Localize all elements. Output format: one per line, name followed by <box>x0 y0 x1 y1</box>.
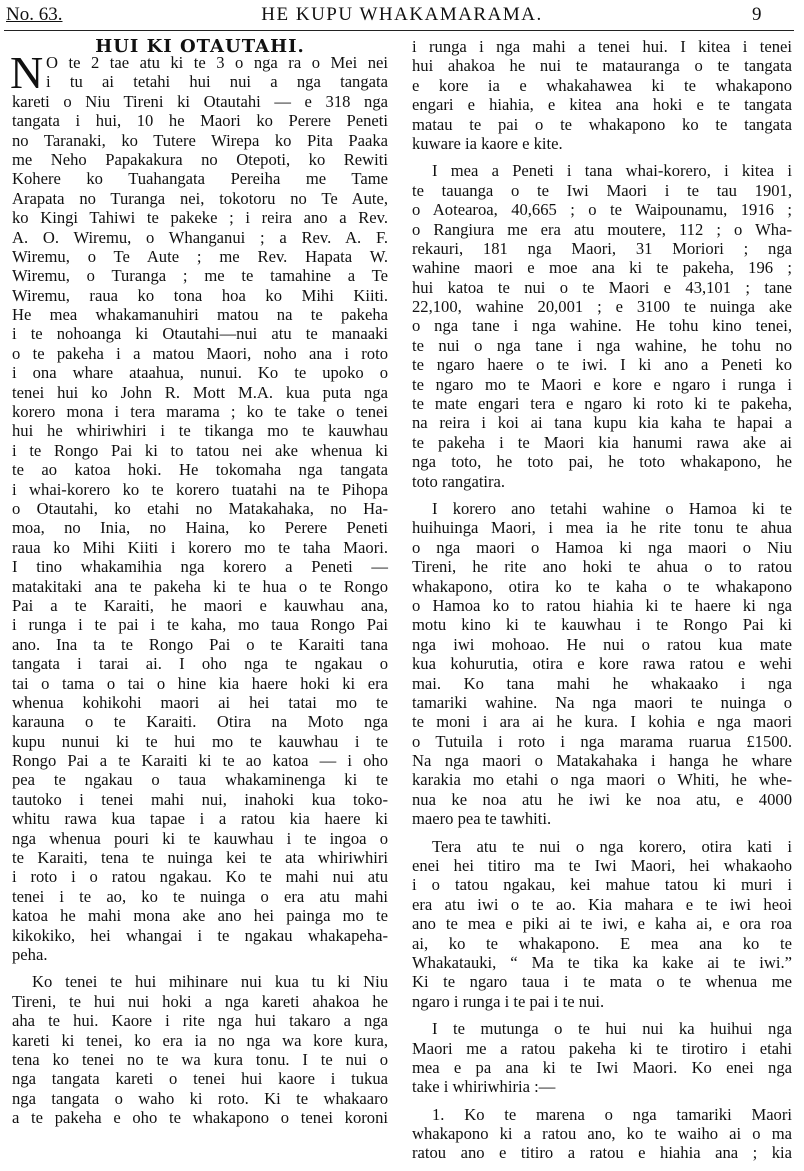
text-line: I tino whakamihia nga korero a Peneti — <box>12 557 388 577</box>
text-line: I korero ano tetahi wahine o Hamoa ki te <box>432 498 792 518</box>
text-line: matakitaki ana te pakeha ki te hua o te Rongo <box>12 576 388 596</box>
text-line: o nga maori o Hamoa ki nga maori o Niu <box>412 537 792 557</box>
text-line: nga tangata o waho ki roto. Ki te whakaaro <box>12 1088 388 1108</box>
text-line: He mea whakamanuhiri matou na te pakeha <box>12 305 388 325</box>
text-line: Pai a te Karaiti, he maori e kauwhau ana, <box>12 595 388 615</box>
text-line: i te nohoanga ki Otautahi—nui atu te manaaki <box>12 324 388 344</box>
text-line: katoa he mahi mona ake ano hei painga mo te <box>12 906 388 926</box>
text-line: rekauri, 181 nga Maori, 31 Moriori ; nga <box>412 238 792 258</box>
text-line: nua ke noa atu he iwi ke noa atu, e 4000 <box>412 789 792 809</box>
text-line: hui ahakoa he nui te matauranga o te tangata <box>412 56 792 76</box>
text-line: nga iwi mohoao. He nui o ratou kua mate <box>412 634 792 654</box>
text-line: nga whenua pouri ki te kauwhau i te ingoa o <box>12 828 388 848</box>
text-line: tautoko i tenei mahi nui, inahoki kua toko- <box>12 789 388 809</box>
right-column <box>412 37 792 1171</box>
text-line: Na nga maori o Matakahaka i hanga he whare <box>412 751 792 771</box>
text-line: i o tatou ngakau, kei mahue tatou ki muri i <box>412 875 792 895</box>
text-line: o te pakeha i a matou Maori, noho ana i roto <box>12 343 388 363</box>
text-line: kareti o Niu Tireni ki Otautahi — e 318 nga <box>12 91 388 111</box>
text-line: i runga i nga mahi a tenei hui. I kitea i tenei <box>412 37 792 56</box>
text-line: i tu ai tetahi hui nui a nga tangata <box>46 72 388 92</box>
text-line: Tera atu te nui o nga korero, otira kati i <box>432 836 792 856</box>
text-line: whitu rawa kua tapae i a ratou kia haere ki <box>12 809 388 829</box>
text-line: whakapono ki a ratou ano, ko te waiho ai o ma <box>412 1124 792 1144</box>
text-line: nga toto, he toto pai, he toto whakapono, he <box>412 452 792 472</box>
text-line: tai o tama o tai o hine kia haere hoki ki era <box>12 673 388 693</box>
text-line: peha. <box>12 944 48 964</box>
paragraph <box>12 972 388 1127</box>
text-line: ngaro i runga i te pai i te nui. <box>412 991 605 1011</box>
text-line: hui he whiriwhiri i te tikanga mo te kauwhau <box>12 421 388 441</box>
text-line: toto rangatira. <box>412 471 506 491</box>
text-line: wahine maori e moe ana ki te pakeha, 196 ; <box>412 258 792 278</box>
text-line: na reira i koi ai tana kupu kia kaha te hapai a <box>412 413 792 433</box>
page-number: 9 <box>752 4 762 25</box>
text-line: engari e hiahia, e kitea ana hoki e te tangata <box>412 95 792 115</box>
text-line: kupu nunui ki te hui mo te kauwhau i te <box>12 731 388 751</box>
header-rule <box>4 30 794 31</box>
text-line: raua ko Mihi Kiiti i korero mo te taha Maori. <box>12 537 388 557</box>
paragraph <box>412 837 792 1012</box>
paragraph <box>412 1105 792 1163</box>
text-line: karauna o te Karaiti. Otira na Moto nga <box>12 712 388 732</box>
text-line: 22,100, wahine 20,001 ; e 3100 te nuinga ake <box>412 297 792 317</box>
text-line: kua kohurutia, otira e kore rawa ratou e wehi <box>412 654 792 674</box>
text-line: te nui o nga tane i nga wahine, he tohu no <box>412 335 792 355</box>
text-line: A. O. Wiremu, o Whanganui ; a Rev. A. F. <box>12 227 388 247</box>
text-line: o Hamoa ko to ratou hiahia ki te haere ki nga <box>412 595 792 615</box>
paragraph <box>412 37 792 153</box>
text-line: I te mutunga o te hui nui ka huihui nga <box>432 1019 792 1039</box>
text-line: te Karaiti, tena te nuinga kei te ata whiriwhiri <box>12 848 388 868</box>
text-line: mea e pa ana ki te Iwi Maori. Ko enei nga <box>412 1057 792 1077</box>
text-line: matau te pai o te whakapono ko te tangata <box>412 114 792 134</box>
paragraph <box>10 47 388 964</box>
text-line: korero mona i tera marama ; ko te take o tenei <box>12 402 388 422</box>
text-line: take i whiriwhiria :— <box>412 1077 556 1097</box>
text-line: ai, ko te whakapono. E mea ana ko te <box>412 933 792 953</box>
text-line: moa, no Inia, no Haina, ko Perere Peneti <box>12 518 388 538</box>
text-line: tangata i tarai ai. I oho nga te ngakau o <box>12 654 388 674</box>
text-line: Rongo Pai a te Karaiti ki te ao katoa — i oho <box>12 751 388 771</box>
text-line: tena ko tenei no te wa kura tonu. I te nui o <box>12 1049 388 1069</box>
left-column <box>10 47 388 1135</box>
text-line: pea te ngakau o taua whakaminenga ki te <box>12 770 388 790</box>
text-line: kareti ki tenei, ko era ia no nga wa kore kura, <box>12 1030 388 1050</box>
text-line: ko Kingi Tahiwi te pakeke ; i reira ano a Rev. <box>12 208 388 228</box>
text-line: maero pea te tawhiti. <box>412 809 552 829</box>
text-line: o nga tane i nga wahine. He tohu kino tenei, <box>412 316 792 336</box>
text-line: whenua kohikohi maori ai hei tatai mo te <box>12 692 388 712</box>
drop-cap: N <box>10 47 44 98</box>
paragraph <box>412 1019 792 1097</box>
article-title: HUI KI OTAUTAHI. <box>95 36 305 57</box>
text-line: o Otautahi, ko etahi no Matakahaka, no Ha- <box>12 498 388 518</box>
text-line: i roto i o ratou ngakau. Ko te mahi nui atu <box>12 867 388 887</box>
text-line: Wiremu, raua ko tona hoa ko Mihi Kiiti. <box>12 285 388 305</box>
text-line: enei hei titiro ma te Iwi Maori, hei whakaoho <box>412 856 792 876</box>
text-line: Tireni, te hui nui hoki a nga kareti ahakoa he <box>12 991 388 1011</box>
text-line: ratou ano e titiro a ratou e hiahia ana ; kia <box>412 1143 792 1163</box>
text-line: Wiremu, o Turanga ; me te tamahine a Te <box>12 266 388 286</box>
text-line: o Rangiura me era atu moutere, 112 ; o Wha- <box>412 219 792 239</box>
text-line: kuware ia kaore e kite. <box>412 133 563 153</box>
text-line: i ona whare ataahua, nunui. Ko te upoko o <box>12 363 388 383</box>
text-line: te mate engari tera e ngaro ki roto ki te pakeha, <box>412 394 792 414</box>
text-line: a te pakeha e oho te whakapono o tenei koroni <box>12 1108 388 1128</box>
text-line: e kore ia e whakahawea ki te whakapono <box>412 75 792 95</box>
text-line: o Tutuila i roto i nga marama ruarua £1500. <box>412 731 792 751</box>
text-line: tamariki wahine. Na nga maori te nuinga o <box>412 692 792 712</box>
text-line: Ko tenei te hui mihinare nui kua tu ki Niu <box>32 972 388 992</box>
text-line: whakapono, otira ko te kaha o te whakapono <box>412 576 792 596</box>
text-line: te ngaro haere o te iwi. I ki ano a Peneti ko <box>412 355 792 375</box>
text-line: Whakatauki, “ Ma te tika ka kake ai te iwi.” <box>412 952 792 972</box>
text-line: te pakeha i te Maori kia hanumi rawa ake ai <box>412 432 792 452</box>
paragraph <box>412 499 792 829</box>
text-line: Tireni, he rite ano hoki te ahua o to ratou <box>412 557 792 577</box>
text-line: 1. Ko te marena o nga tamariki Maori <box>432 1104 792 1124</box>
running-title: HE KUPU WHAKAMARAMA. <box>261 4 543 25</box>
text-line: te ngaro mo te Maori e kore e ngaro i runga i <box>412 374 792 394</box>
text-line: ano. Ina ta te Rongo Pai o te Karaiti tana <box>12 634 388 654</box>
text-line: Maori me a ratou pakeha ki te tirotiro i etahi <box>412 1038 792 1058</box>
text-line: motu kino ki te kauwhau i te Rongo Pai ki <box>412 615 792 635</box>
text-line: I mea a Peneti i tana whai-korero, i kitea i <box>432 161 792 181</box>
text-line: kikokiko, hei whangai i te ngakau whakapeha- <box>12 925 388 945</box>
text-line: tenei i te ao, ko te nuinga o era atu mahi <box>12 886 388 906</box>
text-line: Ki te ngaro taua i te mata o te whenua me <box>412 972 792 992</box>
issue-number: No. 63. <box>6 4 63 25</box>
text-line: karakia mo etahi o nga maori o Whiti, he whe- <box>412 770 792 790</box>
text-line: Kohere ko Tuahangata Pereiha me Tame <box>12 169 388 189</box>
text-line: nga tangata kareti o tenei hui kaore i tukua <box>12 1069 388 1089</box>
text-line: tenei hui ko John R. Mott M.A. kua puta nga <box>12 382 388 402</box>
paragraph <box>412 161 792 491</box>
text-line: o Aotearoa, 40,665 ; o te Waipounamu, 1916 ; <box>412 200 792 220</box>
text-line: i whai-korero ko te korero tuatahi na te Pihopa <box>12 479 388 499</box>
text-line: huihuinga Maori, i mea ia he rite tonu te ahua <box>412 518 792 538</box>
text-line: era atu iwi o te ao. Kia mahara e te iwi heoi <box>412 894 792 914</box>
text-line: mai. Ko tana mahi he whakaako i nga <box>412 673 792 693</box>
text-line: te moni i ara ai he kura. I kohia e nga maori <box>412 712 792 732</box>
text-line: ano te mea e piki ai te iwi, e kaha ai, e ora roa <box>412 914 792 934</box>
text-line: te tauanga o te Iwi Maori i te tau 1901, <box>412 180 792 200</box>
text-line: me Neho Papakakura no Otepoti, ko Rewiti <box>12 149 388 169</box>
text-line: te ao katoa hoki. He tokomaha nga tangata <box>12 460 388 480</box>
text-line: i runga i te pai i te kaha, mo taua Rongo Pai <box>12 615 388 635</box>
text-line: i te Rongo Pai ki to tatou nei ake whenua ki <box>12 440 388 460</box>
text-line: Arapata no Turanga nei, tokotoru no Te Aute, <box>12 188 388 208</box>
text-line: no Taranaki, ko Tutere Wirepa ko Pita Paaka <box>12 130 388 150</box>
text-line: O te 2 tae atu ki te 3 o nga ra o Mei nei <box>46 53 388 72</box>
text-line: hui katoa te nui o te Maori e 43,101 ; tane <box>412 277 792 297</box>
text-line: tangata i hui, 10 he Maori ko Perere Peneti <box>12 111 388 131</box>
text-line: aha te hui. Kaore i rite nga hui takaro a nga <box>12 1011 388 1031</box>
text-line: Wiremu, o Te Aute ; me Rev. Hapata W. <box>12 246 388 266</box>
